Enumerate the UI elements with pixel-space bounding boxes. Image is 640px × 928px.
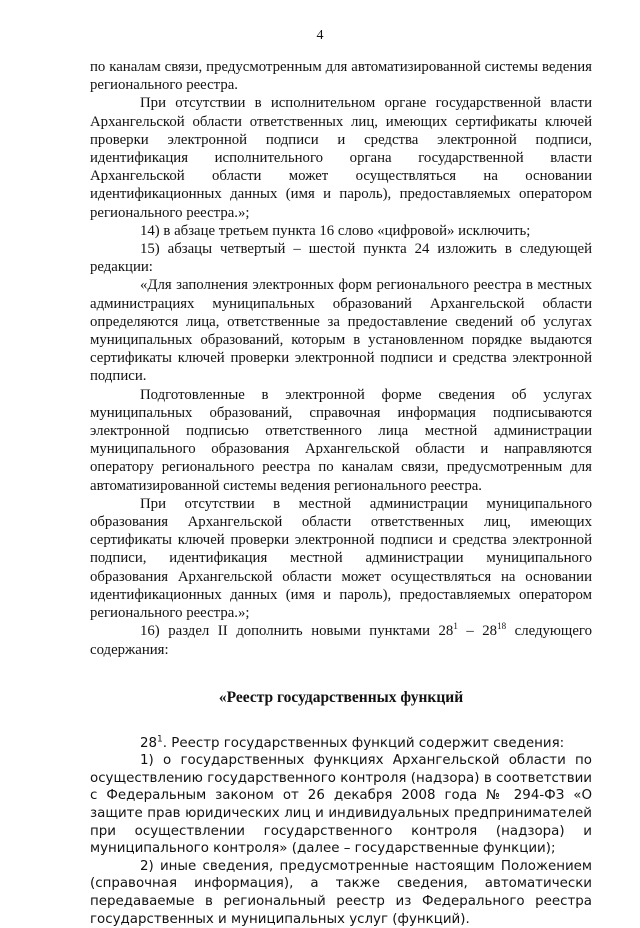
- item16-dash: – 28: [457, 623, 498, 640]
- document-body: [90, 58, 592, 928]
- superscript: 18: [497, 621, 507, 632]
- item16-text-end: следующего содержания:: [90, 623, 592, 658]
- superscript: 1: [157, 734, 163, 745]
- paragraph: При отсутствии в местной администрации муниципального образования Архангельской области ответственных лиц, имеющих сертификаты ключей проверки электронной подписи и средства электронной подписи, идентификация местной администрации муниципального образования Архангельской области может осуществляться на основании идентификационных данных (имя и пароль), предоставляемых оператором регионального реестра.»;: [90, 495, 592, 622]
- paragraph: Подготовленные в электронной форме сведения об услугах муниципальных образований, справочная информация подписываются электронной подписью ответственного лица местной администрации муниципального образования Архангельской области и направляются оператору регионального реестра по каналам связи, предусмотренным для автоматизированной системы ведения регионального реестра.: [90, 386, 592, 494]
- section-heading: «Реестр государственных функций: [218, 688, 464, 706]
- superscript: 1: [453, 621, 458, 632]
- page-number: 4: [316, 28, 324, 43]
- paragraph: 1) о государственных функциях Архангельской области по осуществлению государственного контроля (надзора) в соответствии с Федеральным законом от 26 декабря 2008 года № 294-ФЗ «О защите прав юридических лиц и индивидуальных предпринимателей при осуществлении государственного контроля (надзора) и муниципального контроля» (далее – государственные функции);: [90, 753, 592, 857]
- paragraph: 2) иные сведения, предусмотренные настоящим Положением (справочная информация), а также сведения, автоматически передаваемые в региональный реестр из Федерального реестра государственных и муниципальных услуг (функций).: [90, 858, 592, 927]
- paragraph: При отсутствии в исполнительном органе государственной власти Архангельской области ответственных лиц, имеющих сертификаты ключей проверки электронной подписи и средства электронной подписи, идентификация исполнительного органа государственной власти Архангельской области может осуществляться на основании идентификационных данных (имя и пароль), предоставляемых оператором регионального реестра.»;: [90, 95, 592, 221]
- paragraph-item-28-1: [90, 735, 592, 753]
- paragraph: «Для заполнения электронных форм регионального реестра в местных администрациях муниципальных образований Архангельской области определяются лица, ответственные за предоставление сведений об услугах муниципальных образований, которым в установленном порядке выдаются сертификаты ключей проверки электронной подписи и средства электронной подписи.: [90, 277, 592, 385]
- item-number: 28: [140, 735, 158, 751]
- item-text: . Реестр государственных функций содержит сведения:: [162, 735, 565, 751]
- paragraph: по каналам связи, предусмотренным для автоматизированной системы ведения регионального реестра.: [90, 59, 592, 94]
- paragraph: 14) в абзаце третьем пункта 16 слово «цифровой» исключить;: [140, 222, 531, 239]
- item16-text-start: 16) раздел II дополнить новыми пунктами 28: [140, 623, 454, 640]
- paragraph: 15) абзацы четвертый – шестой пункта 24 изложить в следующей редакции:: [90, 241, 592, 276]
- paragraph-item-16: [90, 622, 592, 658]
